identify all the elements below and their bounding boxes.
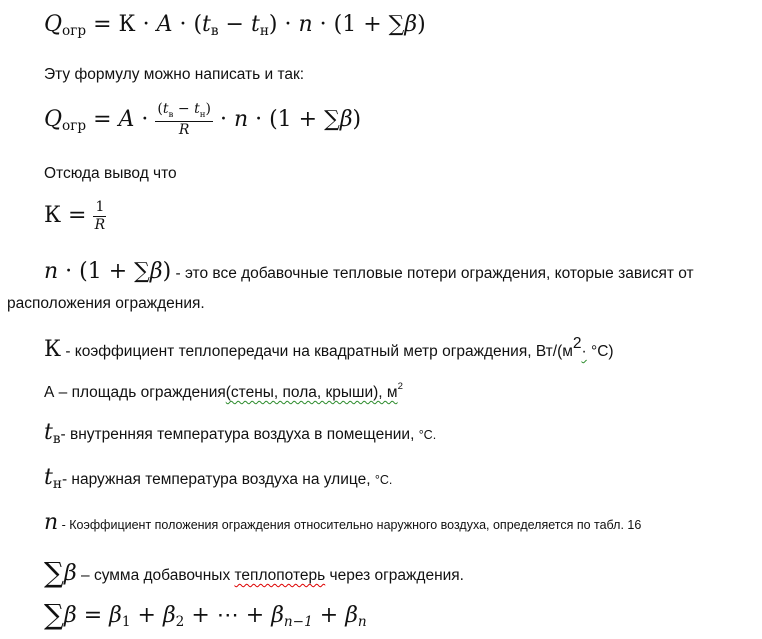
sum-symbol: ∑ (134, 259, 150, 284)
symbol-r: R (178, 122, 190, 139)
one-plus: (1 + (79, 259, 135, 284)
plus: + (238, 603, 272, 628)
symbol-a: A (156, 12, 173, 37)
superscript-2: 2 (572, 335, 582, 352)
sum-symbol: ∑ (324, 106, 340, 132)
symbol-beta: β (64, 603, 77, 628)
dot: · (248, 106, 270, 132)
symbol-beta: β (149, 259, 163, 284)
symbol-beta: β (404, 12, 418, 37)
minus: − (173, 101, 195, 117)
paren: ) (162, 259, 172, 284)
symbol-beta: β (345, 603, 358, 628)
sum-symbol: ∑ (388, 12, 405, 37)
def-sum-text2: через ограждения. (325, 567, 464, 584)
subscript-v: в (210, 23, 219, 39)
symbol-n: n (298, 12, 313, 37)
paren: ) (417, 12, 426, 37)
one-plus: (1 + (269, 106, 325, 132)
subscript-n: n (357, 614, 367, 630)
symbol-beta: β (271, 603, 284, 628)
superscript-2: 2 (397, 381, 403, 392)
subscript-v: в (52, 431, 61, 447)
subscript-ogr: огр (62, 23, 87, 39)
def-k-text: - коэффициент теплопередачи на квадратный метр ограждения, Вт/(м (61, 343, 573, 360)
equals: = (86, 12, 119, 37)
def-a-text: А – площадь ограждения (44, 384, 226, 401)
subscript-n: н (259, 23, 269, 39)
symbol-q: Q (44, 106, 63, 132)
def-tv-text: - внутренняя температура воздуха в помещении, (60, 426, 419, 443)
text-conclusion: Отсюда вывод что (44, 165, 177, 182)
def-a (44, 381, 403, 402)
def-tv (44, 420, 436, 447)
paren: ) (352, 106, 362, 132)
symbol-beta: β (109, 603, 122, 628)
subscript-v: в (168, 110, 174, 120)
paren: ) (268, 12, 278, 37)
para-n-text-cont: расположения ограждения. (7, 295, 205, 312)
subscript-1: 1 (121, 614, 131, 630)
subscript-ogr: огр (62, 117, 87, 134)
def-n (44, 510, 641, 535)
symbol-t: t (44, 420, 53, 445)
def-tn (44, 465, 392, 492)
fraction-one-over-r (93, 200, 106, 232)
def-sum-text: – сумма добавочных (76, 567, 235, 584)
sum-symbol: ∑ (44, 556, 64, 589)
subscript-n: н (199, 110, 206, 120)
ellipsis: ⋯ (216, 603, 239, 628)
text-alt-formula: Эту формулу можно написать и так: (44, 66, 305, 83)
symbol-k: К (118, 12, 136, 37)
def-sum-word: теплопотерь (234, 567, 326, 584)
symbol-k: К (44, 337, 62, 362)
symbol-r: R (94, 216, 106, 233)
plus: + (184, 603, 217, 628)
plus: + (312, 603, 346, 628)
symbol-t: t (162, 101, 169, 117)
symbol-t: t (194, 101, 200, 117)
def-a-text2: (стены, пола, крыши), м (225, 384, 398, 401)
formula-fraction (44, 102, 361, 138)
symbol-n: n (44, 510, 59, 535)
def-n-text: - Коэффициент положения ограждения относительно наружного воздуха, определяется по табл. 16 (58, 518, 642, 532)
def-k (44, 335, 614, 362)
subscript-n: н (52, 476, 62, 492)
numerator: 1 (95, 199, 105, 215)
plus: + (130, 603, 163, 628)
symbol-beta: β (64, 561, 77, 586)
dot: · (58, 259, 80, 284)
equals: = (86, 106, 119, 132)
unit-celsius: °С) (586, 343, 614, 360)
symbol-beta: β (162, 603, 176, 628)
symbol-t: t (202, 12, 211, 37)
dot: · (277, 12, 299, 37)
symbol-t: t (250, 12, 260, 37)
formula-k (44, 200, 106, 232)
dot: · (134, 106, 156, 132)
symbol-n: n (233, 106, 249, 132)
dot: · (312, 12, 334, 37)
symbol-a: A (118, 106, 135, 132)
unit-celsius: °С. (374, 473, 393, 487)
para-n-text: - это все добавочные тепловые потери ограждения, которые зависят от (171, 265, 694, 282)
symbol-k: К (44, 203, 62, 229)
dot: · (581, 343, 587, 360)
formula-main (44, 12, 426, 39)
paren: ( (157, 101, 163, 117)
subscript-2: 2 (175, 614, 185, 630)
one-plus: (1 + (333, 12, 389, 37)
dot: · (172, 12, 194, 37)
equals: = (76, 603, 110, 628)
def-sum (44, 556, 464, 589)
equals: = (61, 203, 94, 229)
dot: · (135, 12, 157, 37)
symbol-q: Q (44, 12, 63, 37)
paren: ( (193, 12, 203, 37)
sum-symbol: ∑ (44, 598, 64, 631)
subscript-n-minus-1: n−1 (283, 614, 313, 630)
symbol-n: n (44, 259, 59, 284)
fraction-temp-over-r (155, 102, 213, 138)
para-n-factor (44, 259, 694, 284)
unit-celsius: °С. (418, 428, 437, 442)
def-tn-text: - наружная температура воздуха на улице, (61, 471, 375, 488)
symbol-beta: β (339, 106, 353, 132)
formula-sum-beta (44, 598, 367, 631)
paren: ) (205, 101, 211, 117)
symbol-t: t (44, 465, 53, 490)
dot: · (212, 106, 234, 132)
minus: − (218, 12, 251, 37)
